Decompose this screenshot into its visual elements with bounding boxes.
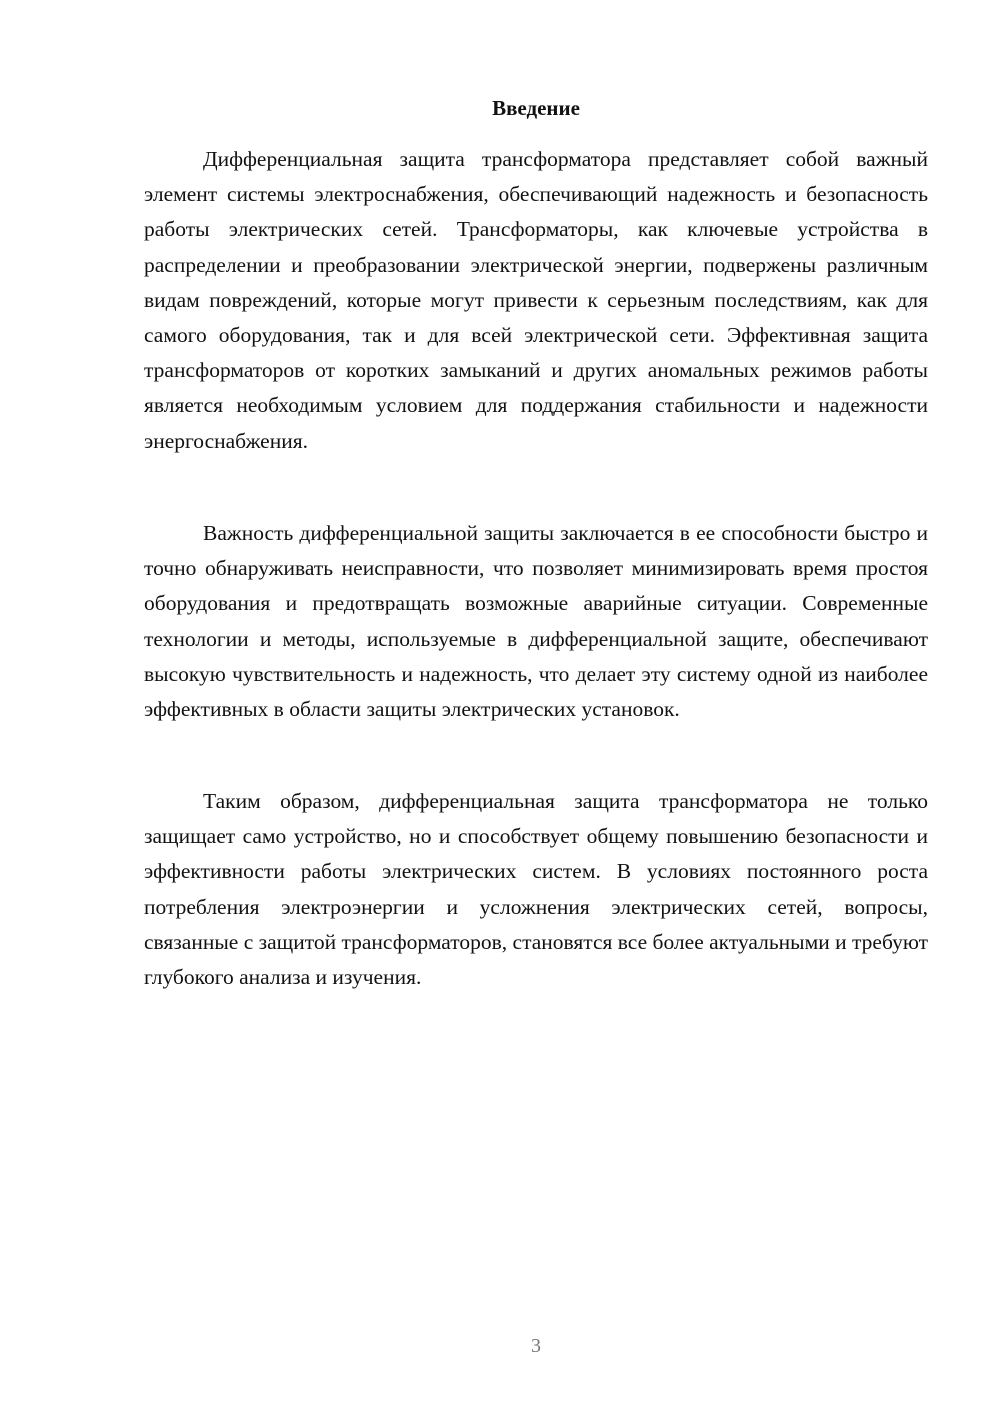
paragraph-1-container [144,142,928,459]
paragraph-3: Таким образом, дифференциальная защита трансформатора не только защищает само устройство, но и способствует общему повышению безопасности и эффективности работы электрических систем. В условиях постоянного роста потребления электроэнергии и усложнения электрических сетей, вопросы, связанные с защитой трансформаторов, становятся все более актуальными и требуют глубокого анализа и изучения. [144,789,928,990]
page-number: 3 [531,1335,541,1357]
paragraph-2: Важность дифференциальной защиты заключается в ее способности быстро и точно обнаруживать неисправности, что позволяет минимизировать время простоя оборудования и предотвращать возможные аварийные ситуации. Современные технологии и методы, используемые в дифференциальной защите, обеспечивают высокую чувствительность и надежность, что делает эту систему одной из наиболее эффективных в области защиты электрических установок. [144,521,928,722]
paragraph-3-container [144,784,928,995]
paragraph-1: Дифференциальная защита трансформатора представляет собой важный элемент системы электроснабжения, обеспечивающий надежность и безопасность работы электрических сетей. Трансформаторы, как ключевые устройства в распределении и преобразовании электрической энергии, подвержены различным видам повреждений, которые могут привести к серьезным последствиям, как для самого оборудования, так и для всей электрической сети. Эффективная защита трансформаторов от коротких замыканий и других аномальных режимов работы является необходимым условием для поддержания стабильности и надежности энергоснабжения. [144,147,928,453]
paragraph-2-container [144,516,928,727]
page-title: Введение [492,96,580,120]
